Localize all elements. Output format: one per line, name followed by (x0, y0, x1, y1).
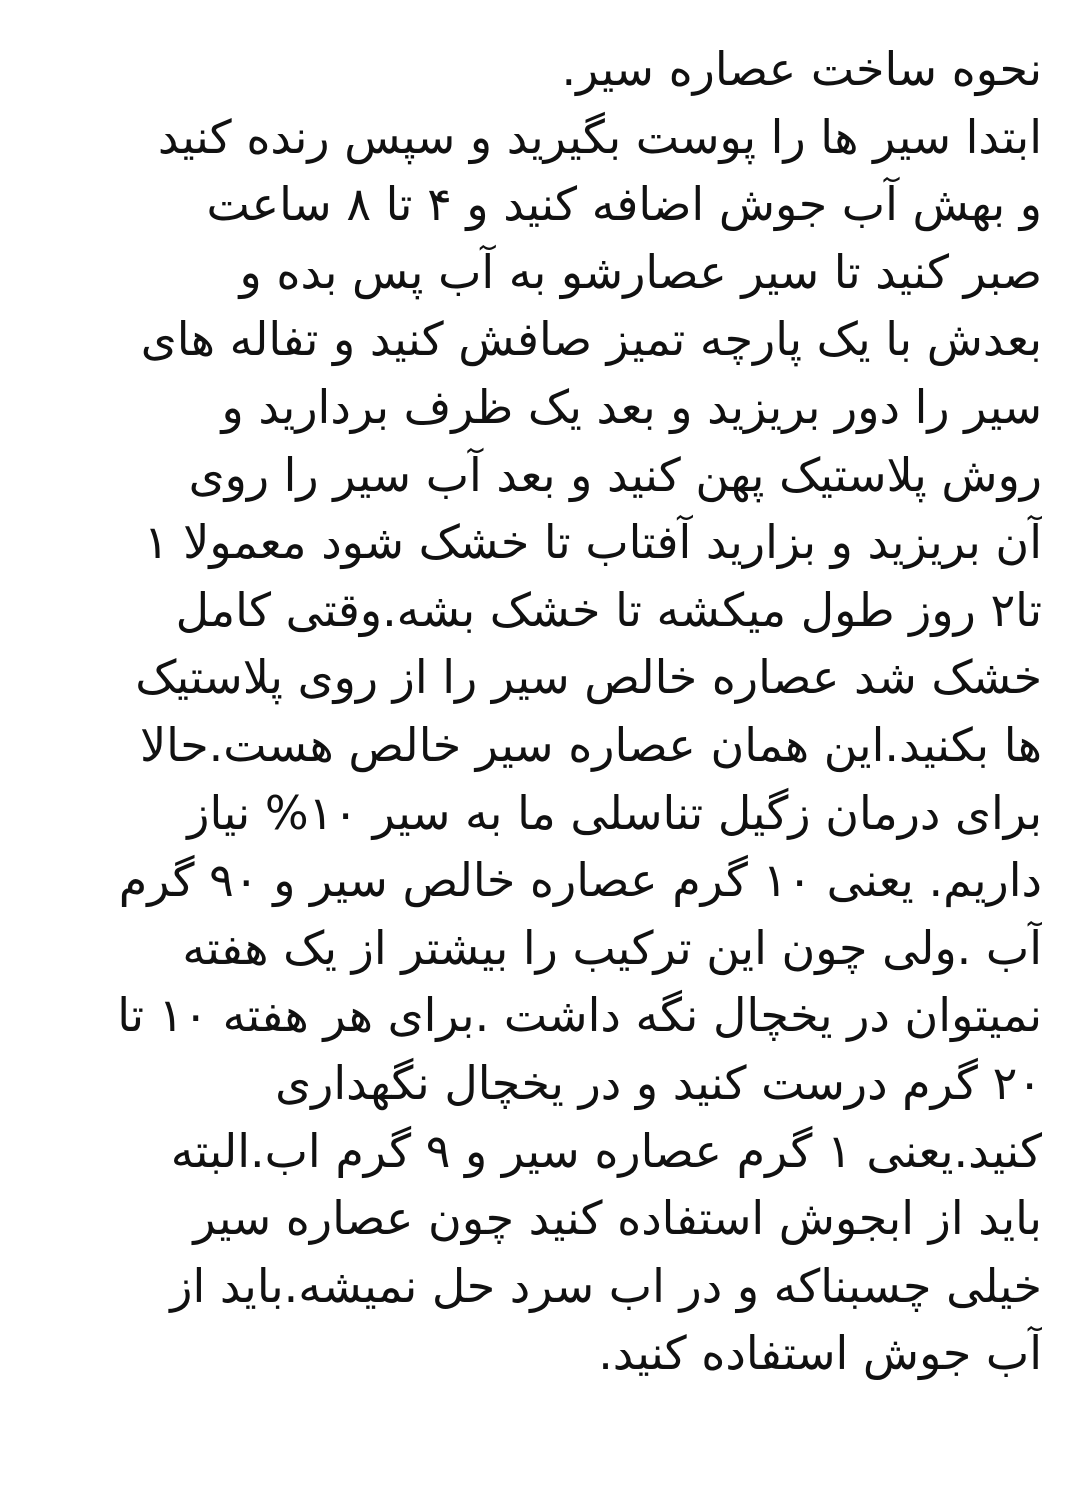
text-line: نمیتوان در یخچال نگه داشت .برای هر هفته ۱۰ تا (117, 988, 1042, 1043)
text-line: نحوه ساخت عصاره سیر. (561, 42, 1042, 96)
text-line: باید از ابجوش استفاده کنید چون عصاره سیر (193, 1191, 1042, 1246)
text-line: ۲۰ گرم درست کنید و در یخچال نگهداری (275, 1055, 1042, 1110)
text-line: خیلی چسبناکه و در اب سرد حل نمیشه.باید از (170, 1258, 1042, 1313)
document-text (27, 36, 1042, 1388)
text-line: تا۲ روز طول میکشه تا خشک بشه.وقتی کامل (175, 582, 1042, 637)
text-line: سیر را دور بریزید و بعد یک ظرف بردارید و (221, 379, 1042, 434)
text-line: بعدش با یک پارچه تمیز صافش کنید و تفاله های (140, 312, 1042, 367)
text-line: کنید.یعنی ۱ گرم عصاره سیر و ۹ گرم اب.البته (170, 1123, 1042, 1178)
text-line: ها بکنید.این همان عصاره سیر خالص هست.حالا (139, 717, 1042, 772)
text-line: آب جوش استفاده کنید. (598, 1326, 1042, 1381)
text-line: روش پلاستیک پهن کنید و بعد آب سیر را روی (188, 447, 1042, 502)
text-line: خشک شد عصاره خالص سیر را از روی پلاستیک (135, 650, 1042, 705)
text-line: آن بریزید و بزارید آفتاب تا خشک شود معمولا ۱ (143, 515, 1042, 570)
text-line: صبر کنید تا سیر عصارشو به آب پس بده و (239, 244, 1042, 299)
text-line: برای درمان زگیل تناسلی ما به سیر ۱۰% نیاز (187, 785, 1042, 840)
text-line: و بهش آب جوش اضافه کنید و ۴ تا ۸ ساعت (206, 177, 1042, 232)
text-line: داریم. یعنی ۱۰ گرم عصاره خالص سیر و ۹۰ گرم (118, 853, 1042, 908)
text-line: ابتدا سیر ها را پوست بگیرید و سپس رنده کنید (157, 109, 1042, 164)
text-line: آب .ولی چون این ترکیب را بیشتر از یک هفته (182, 920, 1042, 975)
